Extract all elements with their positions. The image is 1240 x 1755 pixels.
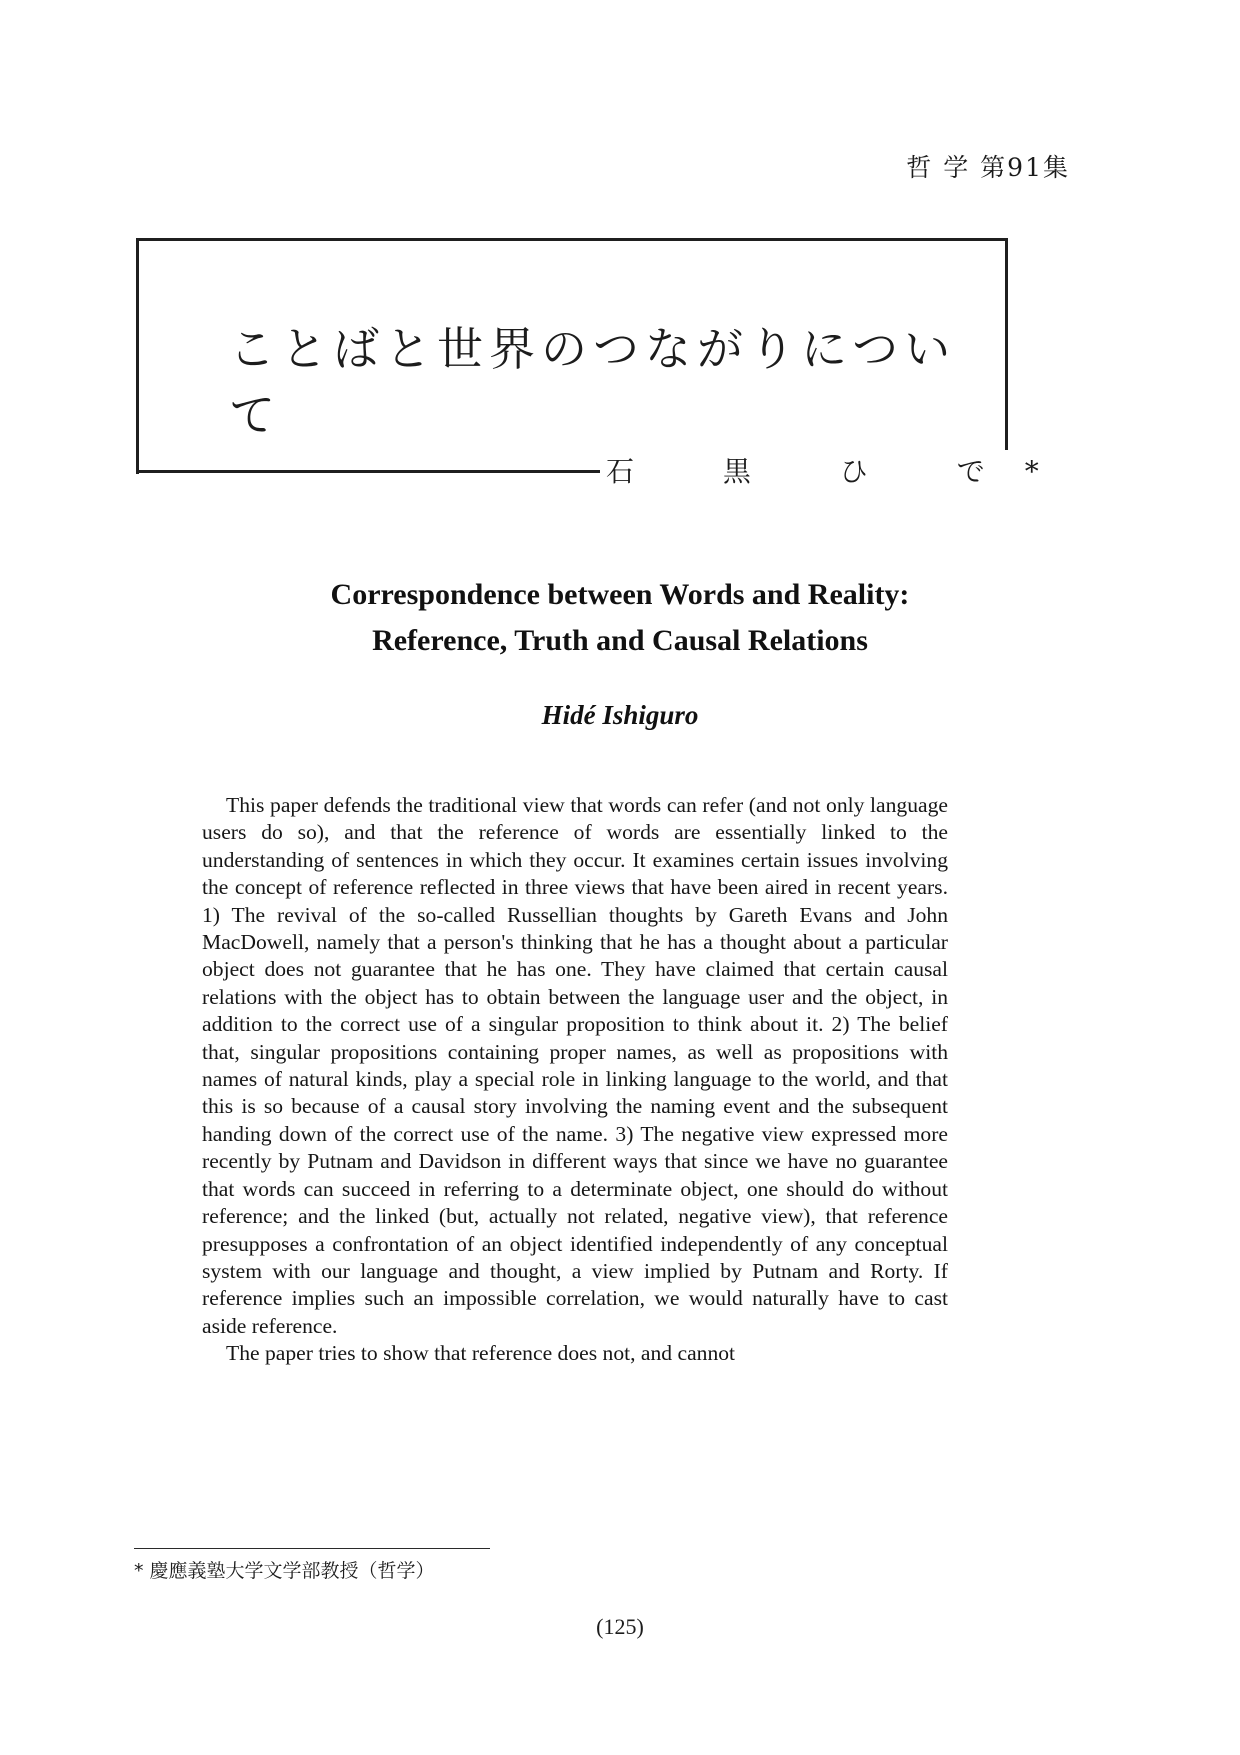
page-number: (125) bbox=[596, 1614, 644, 1639]
english-author: Hidé Ishiguro bbox=[541, 700, 699, 730]
footnote-rule bbox=[134, 1548, 490, 1549]
footnote: * 慶應義塾大学文学部教授（哲学） bbox=[134, 1560, 435, 1582]
english-title bbox=[0, 572, 1240, 664]
abstract-paragraph-1: This paper defends the traditional view that words can refer (and not only language users do so), and that the reference of words are essentially linked to the understanding of sentences in which they occur. It examines certain issues involving the concept of reference reflected in three views that have been aired in recent years. 1) The revival of the so-called Russellian thoughts by Gareth Evans and John MacDowell, namely that a person's thinking that he has a thought about a particular object does not guarantee that he has one. They have claimed that certain causal relations with the object has to obtain between the language user and the object, in addition to the correct use of a singular proposition to think about it. 2) The belief that, singular propositions containing proper names, as well as propositions with names of natural kinds, play a special role in linking language to the world, and that this is so because of a causal story involving the naming event and the subsequent handing down of the correct use of the name. 3) The negative view expressed more recently by Putnam and Davidson in different ways that since we have no guarantee that words can succeed in referring to a determinate object, one should do without reference; and the linked (but, actually not related, negative view), that reference presupposes a confrontation of an object identified independently of any conceptual system with our language and thought, a view implied by Putnam and Rorty. If reference implies such an impossible correlation, we would naturally have to cast aside reference. bbox=[202, 793, 948, 1338]
abstract bbox=[202, 792, 948, 1368]
english-title-line-2: Reference, Truth and Causal Relations bbox=[372, 624, 868, 657]
journal-header: 哲 学 第91集 bbox=[906, 153, 1070, 182]
english-title-line-1: Correspondence between Words and Reality: bbox=[330, 578, 910, 611]
japanese-author: 石 黒 ひ で* bbox=[600, 450, 1085, 490]
abstract-paragraph-2: The paper tries to show that reference does not, and cannot bbox=[226, 1341, 736, 1366]
japanese-title: ことばと世界のつながりについて bbox=[229, 322, 957, 442]
title-box bbox=[136, 238, 1008, 474]
